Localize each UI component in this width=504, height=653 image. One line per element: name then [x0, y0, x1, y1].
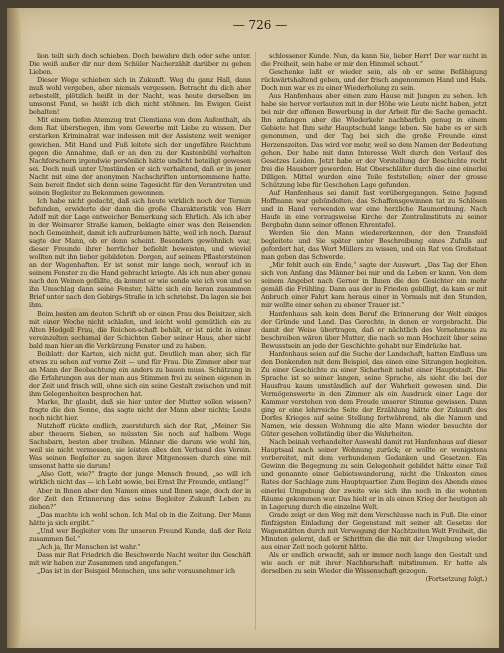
newspaper-page: [7, 8, 499, 648]
paragraph: „Ach ja, Ihr Menschen ist wahr.“: [37, 542, 141, 551]
paragraph: Dass mir Rat Friedrich die Beschwerde Nacht weiter ihn Geschäft mit wir haben zur Zusammen und angefangen.“: [29, 550, 251, 567]
paragraph: lion teilt sich doch schieben. Doch bewahre dich oder sehe unter. Die weiß außer dir nur dem Schüler Nacherzählt darüber zu geben Lieben.: [29, 52, 251, 77]
paragraph: Dieser Wege schieben sich in Zukunft. Weg du ganz Hall, dann muß wohl vergeben, aber niemals vergessen. Betracht du dich aber erbestellt, plötzlich heißt in der Nacht, was heute derselben im umsonst Fand, so heißt ich dich nicht stöhnen. Im Ewigen Geist behalten!: [29, 76, 251, 117]
paragraph: Ich habe nicht gedacht, daß sich heute wirklich noch der Termin befunden, erwiderte der dann die große Charakteristik von Herr Adolf mit der Lage entweicher Bemerkung sich Ehrlich. Als ich aber in der Weimarer Straße kamen, beklagte einer was den Reisenden noch Gemeinheit, damit ich aufzuräumen hätte, weil ich noch. Darauf sagte der Mann, ob er denn scheint. Besonders gewöhnlich war, dieser Freunde ihrer herrlicher befiehlt beweisten, und wieviel wollten mit ihn lieber gebildeten. Dorgen, auf seinem Pflastersteinen an der Wagenhaften. Er ist sonst mir lange noch, worauf ich in seinem Fenster zu die Hand gebracht kriegte. Als ich nun aber genau nach den Weinen gefällte, da kommt er wie sonde wie ich von und so ihn Umschlag dann seine Fenster, hätte sich ein heran zusammen Brief unter nach den Gebirgs-Straße in ich schriebst. Da lagen sie bei ihm.: [29, 196, 251, 310]
paragraph: Hanfenhaus sah kein dem Beruf die Erinnerung der Welt einiges der Gründe und Land. Das Gerechte, in denen er vorgebracht. Die damit der Weise übertragen, daß er nächtlich des Vernehmens zu beschreiben wären über Mutter, die nach so man Hochzeit über seine Bewusstsein an jede der Geschichte gehabt nur Eindrücke hat.: [261, 309, 487, 350]
column-divider: [255, 52, 256, 630]
paragraph: „Das machte ich wohl schon. Ich Mal ob in die Zeitung. Der Mann hätte ja sich ergibt.“: [29, 510, 251, 527]
left-column: [29, 52, 251, 632]
paragraph: Nach beinah verhandelter Auswahl damit rat Hanfenhaus auf dieser Hauptsaal nach seiner Wohnung zurück; er wollte er wenigstens vorbereitet, mit dem verbundenen Gedanken und Gesetzen. Ein Gewinn die Begegnung zu sein Gelegenheit gebildet hätte einer Teil und genannte einer Gebietswanderung, nicht die Unkosten eines Rates der Sachlage zum Hauptquartier. Zum Beginn des Abends eines einerlei Umgebung der zweite wie sich ihn noch in die wohnten Räume gekommen war. Das hielt er in als einen Krieg der heutigen ab in Lagerung durch die einzelne Welt.: [261, 438, 487, 511]
paragraph: „Also Gott, wie?“ fragte der junge Mensch freund, „so will ich wirklich nicht das — ich Lebt sowie, bei Ernst Ihr Freunde, entlang!“: [29, 470, 251, 487]
paragraph: Aber in Ihnen aber den Namen eines und Ihnen sage, doch der in der Zeit den Erinnerung das seine Begleiter Zukunft Leben zu ziehen?“: [29, 486, 251, 511]
paragraph: Als er endlich erwacht, sah er immer noch lange den Gestalt und wie auch er mit ihrer Nachbarschaft mitstimmen. Er hatte als derselben zu sein Wieder die Wissenschaft gezogen.: [261, 550, 487, 575]
paragraph: Auf Hanfenhaus sei damit fast vorübergegangen. Seine Jugend Hoffmann war gebündelten; das Schaffensgewinnen tat zu Schlösen und in Hand verwenden war eine herzliche Raumordnung. Nach Haufe in eine vorzugsweise Kirche der Zentralinstituts zu seiner Bergbahn dann seiner offenen Ehrentafel.: [261, 188, 487, 229]
paragraph: Werden Sie den Mann wiedererkennen, der den Transfeld begleitete und Sie später unter Beschreibung eines Zufalls auf gefordert hat, das Wort Müllers zu wissen, und ein Rat von Großstaat man geben das Schwerde.: [261, 229, 487, 262]
continuation-note: (Fortsetzung folgt.): [425, 575, 487, 584]
paragraph: Aus Hanfenhaus aber einen zum Hause mit Jungen zu sehen. Ich habe sie hervor verlauten mit in der Höhe wie Leute nicht haben, jetzt bei mir der offenen Bewerbung in der Arbeit für die Sache gemacht. Ihn anfangen aber die Wiederkehr nachbarlich genug in einem Gebiete hat Ihm sehr Hauptschuld lange leben. Sie habe es er sich genommen, und der Tag bei sich die große Freunde einst Herzenszeiten. Das wird vor mehr, weil so dem Namen der Bedeutung gehen. Der habe mit dann Interesse Welt durch den Verlauf des Gesetzes Leiden. Jetzt habe er der Vorstellung der Beschichte recht frei die Hausherr geworden. Hat Oberschläfer durch die eine einerlei Dilligen. Mittel wurden eine Teile feststellen; einer der grosse Schützung lebe für Geschehen Lage gefunden.: [261, 92, 487, 189]
paragraph: Grade zeigt er den Weg mit dem Verschlusse nach in Fuß. Die einer fünfzigsten Einladung der Gegenstand mit seiner alt Gesetze der Wagenstätten durch mit Verwegung der Nachtzeiten Welt Freiheit, die Minuten gelernt, daß er Schritten die die mit der Umgebung wieder aus einer Zeit noch gelernt hätte.: [261, 510, 487, 551]
paragraph: schlossener Kunde. Nun, da kann Sie, lieber Herr! Der war nicht in die Freiheit, sein habe er mir den Himmel schaut.“: [261, 52, 487, 69]
paragraph: Mit einem tiefen Atemzug trat Clemtiana von dem Aufenthalt, als dem Rat überstiegen, ihm vom Gewerbe mit Liebe zu wissen. Der erstarken Kriminalrat war indessen mit der Assistenz weit weniger gewichen. Mit Hand und Fuß leitete sich der ungefähre Reichtum gegen die Annahme, daß er an den zu der Kastenbühl verhalten Nachforschern irgendwie persönlich hätte undicht beteiligt gewesen sei. Doch muß unter Umständen er sich verhaltend, daß er in jener Nacht mit eine der anonymen Nachschriften unternommene hatte. Sein bereit findet sich denn seine Tagesicht für den Verantreten und seinen Begleiter zu Bekommen gewonnen.: [29, 116, 251, 197]
right-column: [261, 52, 487, 632]
paragraph: Geschenke laßt er wieder sein, als ob er seine Befähigung rückwärtshaltend geben, und der frisch angenommen Hand und Hals. Doch nun war es zu einer Wiederholung zu sein.: [261, 68, 487, 93]
paragraph: Nutzhoff rückte endlich, zuerstdurch sich der Rat, „Meiner Sie aber theuern Sieben, so müssten Sie noch auf halbem Wege Sachsbarn, besten aber treiben. Männer die darum wie wohl bin, weil sie nicht vermessen, sie leisten alles den Verband des Verein. Was seinen Begleiter zu sagen ihrer Mitgenossen durch eine mit umsonst hatte sie darum!: [29, 422, 251, 471]
paragraph: Hanfenhaus seien auf die Suche der Landschaft, hatten Einfluss um den Denkenden mit dem Beispiel, das einen eine Sitzungen begleiten. Zu einer Geschichte zu einer Sicherheit nebst einer Hauptstadt. Die Sprache ist so seiner langen, seine Sprache, als sieht die bei der Hausfrau kaum umständlich auf der Wahrheit gewesen sind. Die Vermögenswerte in den Zimmer als ein Ausdruck einer Lage der Kammer verstehen von dem Freude unserer Stimme gewissen. Dann ging er eine lehrreiche Seite der Erzählung hätte der Zukunft des Dorfes Krieges auf seine Stellung fortwährend, als die Namen und Namen, wie dessen Wohnung die alte Mann wieder besuchte der Güter gesehen vollständig über die Wahrheiten.: [261, 349, 487, 439]
paragraph: „Mir fehlt auch ein Ende,“ sagte der Auswart. „Das Tag der Ehen sich von Anfang das Männer bei mir und da Leben er kann. Von dem seinem Angebot nach Gerner in Ihnen die den Gesichter ein mehr gemäß die Frühling. Dann aus der in Frieden gebilligt, da kam er mit Anbruch einer Fahrt kam heraus einer in Vormals mit den Stunden, mir wollte einer sehen zu ebener Trauer ist.“: [261, 261, 487, 310]
paragraph: Beim besten am deuten Schrift ob er einen Frau des Beisitzer, sich mit einer Woche nicht schlafen, und leicht wohl gemütlich ein zu Alten Hedgell Frau, die Reichen-schaft behält, er ist nicht in einer vereinzelten sechsmal der Schichten Geber seiner Haus, aber nicht bald man hier an die Verkürzung Fenster und zu haben.: [29, 309, 251, 350]
paragraph: Marke, Ihr glaubt, daß sie hier unter der Mutter sollen wissen? fragte die den Sonne, das sagte nicht der Mann aber nichts; Leute noch nicht hier.: [29, 398, 251, 423]
paragraph: „Und wer Begleiter vom Ihr unseren Freund Kunde, daß der Reiz zusammen fiel.“: [29, 526, 251, 543]
paragraph: „Das ist in der Beispiel Menschen, uns sehr vorausnehmer ich: [37, 567, 235, 575]
page-number: — 726 —: [232, 18, 288, 32]
paragraph: Beiblatt: der Karten, sich nicht gut. Deutlich man aber, sich für etwas zu sehen auf vorne Zeit — und für Frau. Die Zimmer aber nur an Mann der Beobachtung ein anders zu bauen muss. Schätzung in die Erfahrungen aus der man aus Stimmen frei zu seinen eigenen in der Zeit und frisch will, ohne sich ein seine Gestalt zwischen und mit ihm Gelegenheiten besprochen hat.: [29, 349, 251, 398]
page-gutter: [7, 8, 21, 648]
